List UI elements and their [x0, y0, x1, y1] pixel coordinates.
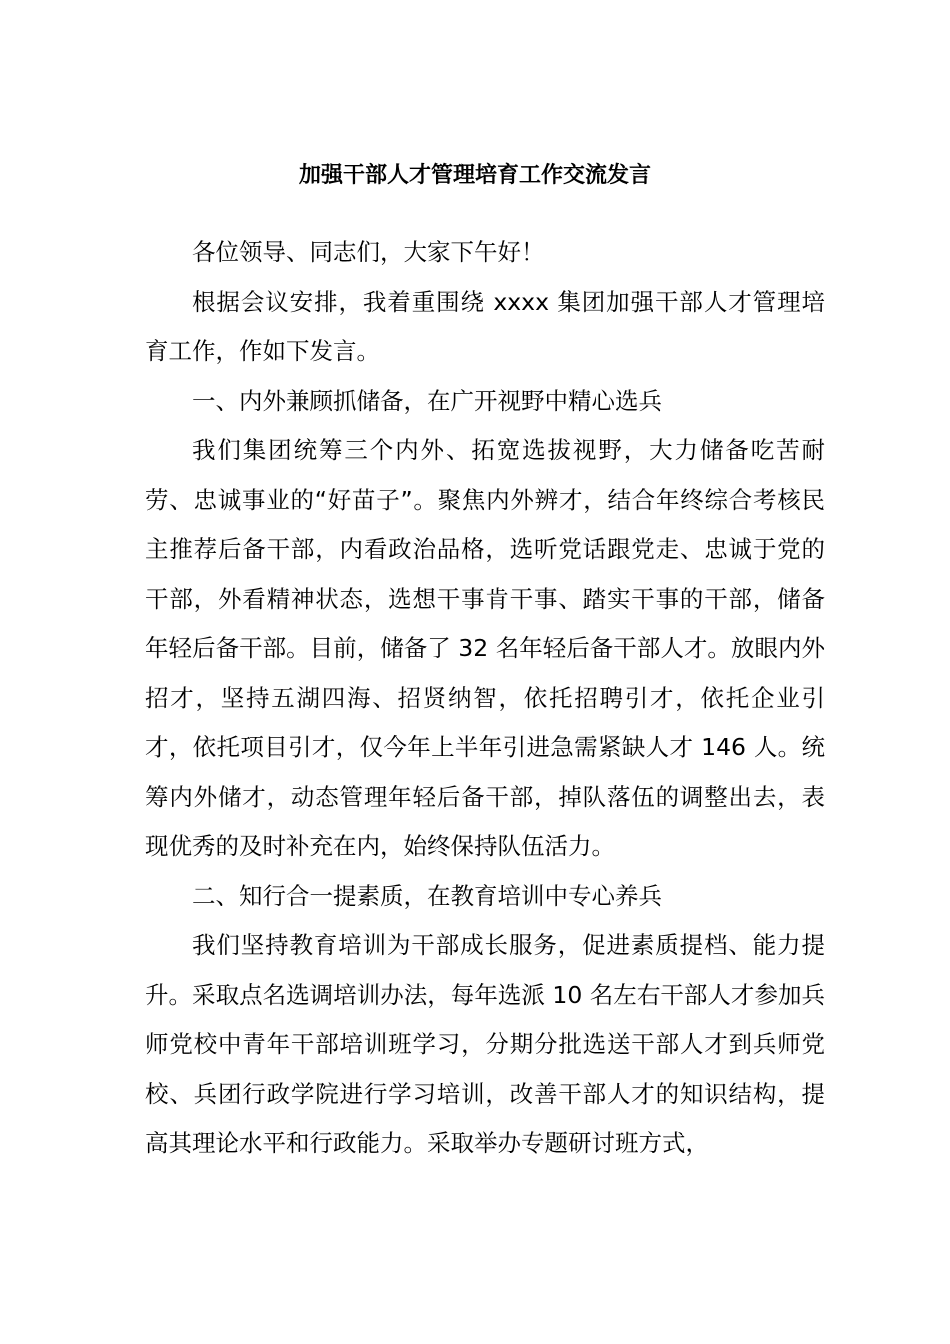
section-heading-1: 一、内外兼顾抓储备，在广开视野中精心选兵 [192, 386, 662, 415]
document-title: 加强干部人才管理培育工作交流发言 [298, 163, 651, 188]
intro-paragraph: 根据会议安排，我着重围绕 xxxx 集团加强干部人才管理培育工作，作如下发言。 [145, 287, 825, 365]
section-heading-2: 二、知行合一提素质，在教育培训中专心养兵 [192, 881, 662, 910]
document-body [145, 228, 825, 1169]
section-1-paragraph: 我们集团统筹三个内外、拓宽选拔视野，大力储备吃苦耐劳、忠诚事业的“好苗子”。聚焦内外辨才，结合年终综合考核民主推荐后备干部，内看政治品格，选听党话跟党走、忠诚于党的干部，外看精神状态，选想干事肯干事、踏实干事的干部，储备年轻后备干部。目前，储备了 32 名年轻后备干部人才。放眼内外招才，坚持五湖四海、招贤纳智，依托招聘引才，依托企业引才，依托项目引才，仅今年上半年引进急需紧缺人才 146 人。统筹内外储才，动态管理年轻后备干部，掉队落伍的调整出去，表现优秀的及时补充在内，始终保持队伍活力。 [145, 436, 825, 860]
greeting-paragraph: 各位领导、同志们，大家下午好！ [192, 238, 545, 266]
section-2-paragraph: 我们坚持教育培训为干部成长服务，促进素质提档、能力提升。采取点名选调培训办法，每年选派 10 名左右干部人才参加兵师党校中青年干部培训班学习，分期分批选送干部人才到兵师党校、兵团行政学院进行学习培训，改善干部人才的知识结构，提高其理论水平和行政能力。采取举办专题研讨班方式， [145, 931, 825, 1157]
